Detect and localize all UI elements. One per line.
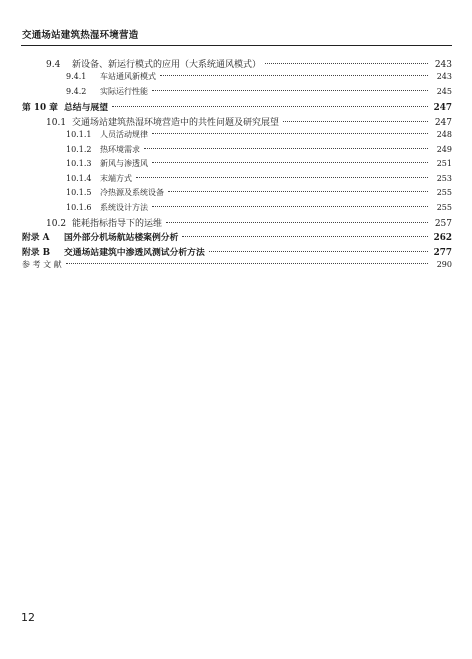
toc-entry-title: 车站通风新模式	[100, 72, 156, 81]
toc-entry-number: 10.1.1	[66, 130, 92, 139]
toc-entry-title: 人员活动规律	[100, 130, 148, 139]
toc-entry-title: 交通场站建筑热湿环境营造中的共性问题及研究展望	[72, 118, 280, 128]
toc-entry-number: 10.1.2	[66, 145, 92, 154]
toc-entry-number: 10.1	[46, 118, 67, 128]
toc-entry-number: 9.4	[46, 60, 61, 70]
toc-entry-title: 实际运行性能	[100, 87, 148, 96]
dot-leader	[112, 106, 428, 107]
toc-entry	[66, 71, 452, 82]
dot-leader	[152, 206, 428, 207]
toc-entry-number: 10.1.4	[66, 174, 92, 183]
toc-entry-title: 热环境需求	[100, 145, 140, 154]
dot-leader	[168, 191, 428, 192]
toc-entry-page: 257	[434, 219, 452, 229]
dot-leader	[283, 121, 428, 122]
toc-entry-number: 10.1.6	[66, 203, 92, 212]
toc-entry-page: 262	[433, 233, 452, 243]
dot-leader	[209, 251, 428, 252]
toc-entry-page: 243	[434, 60, 452, 70]
toc-entry-title: 系统设计方法	[100, 203, 148, 212]
toc-entry	[22, 259, 452, 270]
toc-entry	[66, 129, 452, 140]
toc-entry-page: 255	[436, 188, 452, 197]
toc-entry-title: 新设备、新运行模式的应用（大系统通风模式）	[72, 60, 262, 70]
toc-entry	[22, 230, 452, 243]
toc-entry	[66, 202, 452, 213]
dot-leader	[166, 222, 428, 223]
toc-entry-page: 253	[436, 174, 452, 183]
dot-leader	[66, 263, 428, 264]
toc-entry	[22, 100, 452, 113]
toc-entry	[66, 144, 452, 155]
toc-entry	[66, 86, 452, 97]
toc-entry-page: 245	[436, 87, 452, 96]
toc-entry-title: 交通场站建筑中渗透风测试分析方法	[64, 248, 205, 258]
dot-leader	[152, 133, 428, 134]
toc-entry-page: 251	[436, 159, 452, 168]
toc-entry-page: 255	[436, 203, 452, 212]
toc-entry-page: 243	[436, 72, 452, 81]
toc-entry-title: 能耗指标指导下的运维	[72, 219, 163, 229]
page-number: 12	[21, 611, 35, 624]
dot-leader	[152, 162, 428, 163]
toc-entry-number: 附录 A	[22, 233, 50, 243]
toc-entry	[66, 173, 452, 184]
toc-entry-page: 248	[436, 130, 452, 139]
dot-leader	[136, 177, 428, 178]
toc-entry-page: 247	[433, 103, 452, 113]
toc-entry-number: 9.4.2	[66, 87, 87, 96]
toc-entry-title: 冷热源及系统设备	[100, 188, 164, 197]
dot-leader	[182, 236, 428, 237]
toc-entry-number: 10.1.3	[66, 159, 92, 168]
dot-leader	[265, 63, 428, 64]
toc-entry-title: 参 考 文 献	[22, 260, 62, 269]
toc-entry	[66, 187, 452, 198]
running-head: 交通场站建筑热湿环境营造	[22, 30, 139, 41]
toc-entry-page: 247	[434, 118, 452, 128]
dot-leader	[160, 75, 428, 76]
toc-entry-number: 第 10 章	[22, 103, 58, 113]
toc-entry-title: 新风与渗透风	[100, 159, 148, 168]
toc-entry	[46, 216, 452, 229]
toc-entry-number: 10.1.5	[66, 188, 92, 197]
toc-entry-number: 附录 B	[22, 248, 51, 258]
dot-leader	[152, 90, 428, 91]
toc-entry-title: 总结与展望	[64, 103, 108, 113]
toc-entry	[46, 57, 452, 70]
toc-entry-number: 9.4.1	[66, 72, 87, 81]
toc-entry-page: 249	[436, 145, 452, 154]
toc-entry-number: 10.2	[46, 219, 67, 229]
toc-entry-title: 末端方式	[100, 174, 132, 183]
toc-entry-title: 国外部分机场航站楼案例分析	[64, 233, 179, 243]
toc-entry	[22, 245, 452, 258]
toc-entry	[66, 158, 452, 169]
dot-leader	[144, 148, 428, 149]
toc-entry	[46, 115, 452, 128]
header-rule	[21, 45, 452, 46]
toc-entry-page: 290	[436, 260, 452, 269]
toc-entry-page: 277	[433, 248, 452, 258]
